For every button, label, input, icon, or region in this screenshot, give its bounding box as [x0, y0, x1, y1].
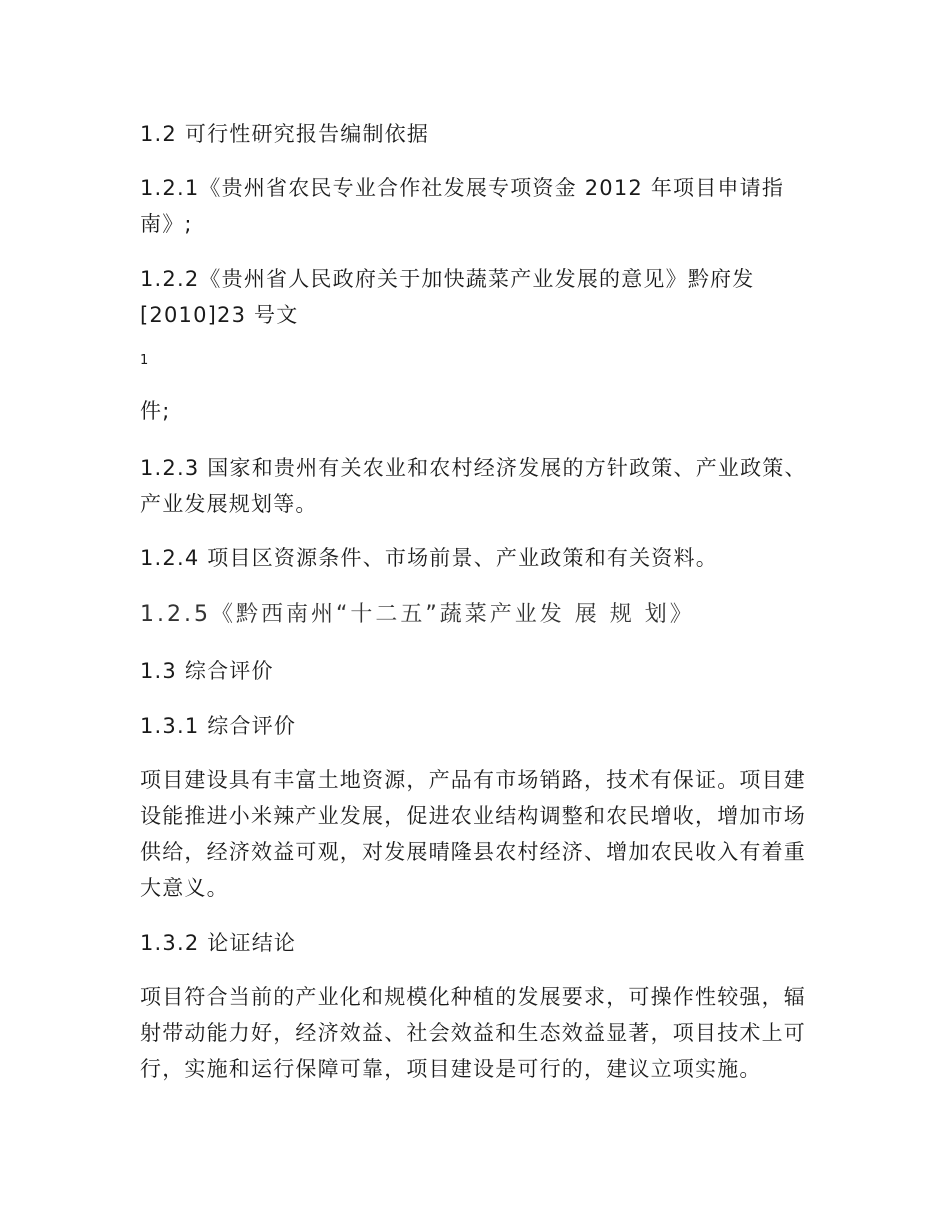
paragraph-1-2-2-continued: 件; — [140, 399, 171, 423]
paragraph-1-2-1: 1.2.1《贵州省农民专业合作社发展专项资金 2012 年项目申请指南》; — [140, 176, 785, 236]
heading-1-2: 1.2 可行性研究报告编制依据 — [140, 122, 430, 146]
paragraph-1-2-4: 1.2.4 项目区资源条件、市场前景、产业政策和有关资料。 — [140, 546, 718, 570]
paragraph-1-3-2-body: 项目符合当前的产业化和规模化种植的发展要求，可操作性较强，辐射带动能力好，经济效益、社会效益和生态效益显著，项目技术上可行，实施和运行保障可靠，项目建设是可行的，建议立项实施。 — [140, 985, 806, 1081]
paragraph-1-2-5: 1.2.5《黔西南州“十二五”蔬菜产业发 展 规 划》 — [140, 602, 695, 627]
heading-1-3-2: 1.3.2 论证结论 — [140, 931, 297, 955]
paragraph-1-2-3: 1.2.3 国家和贵州有关农业和农村经济发展的方针政策、产业政策、产业发展规划等。 — [140, 456, 807, 516]
heading-1-3: 1.3 综合评价 — [140, 659, 274, 683]
footnote-marker: 1 — [140, 353, 149, 368]
heading-1-3-1: 1.3.1 综合评价 — [140, 714, 297, 738]
paragraph-1-3-1-body: 项目建设具有丰富土地资源，产品有市场销路，技术有保证。项目建设能推进小米辣产业发展，促进农业结构调整和农民增收，增加市场供给，经济效益可观，对发展晴隆县农村经济、增加农民收入有着重大意义。 — [140, 768, 806, 900]
paragraph-1-2-2: 1.2.2《贵州省人民政府关于加快蔬菜产业发展的意见》黔府发[2010]23 号文 — [140, 267, 755, 327]
